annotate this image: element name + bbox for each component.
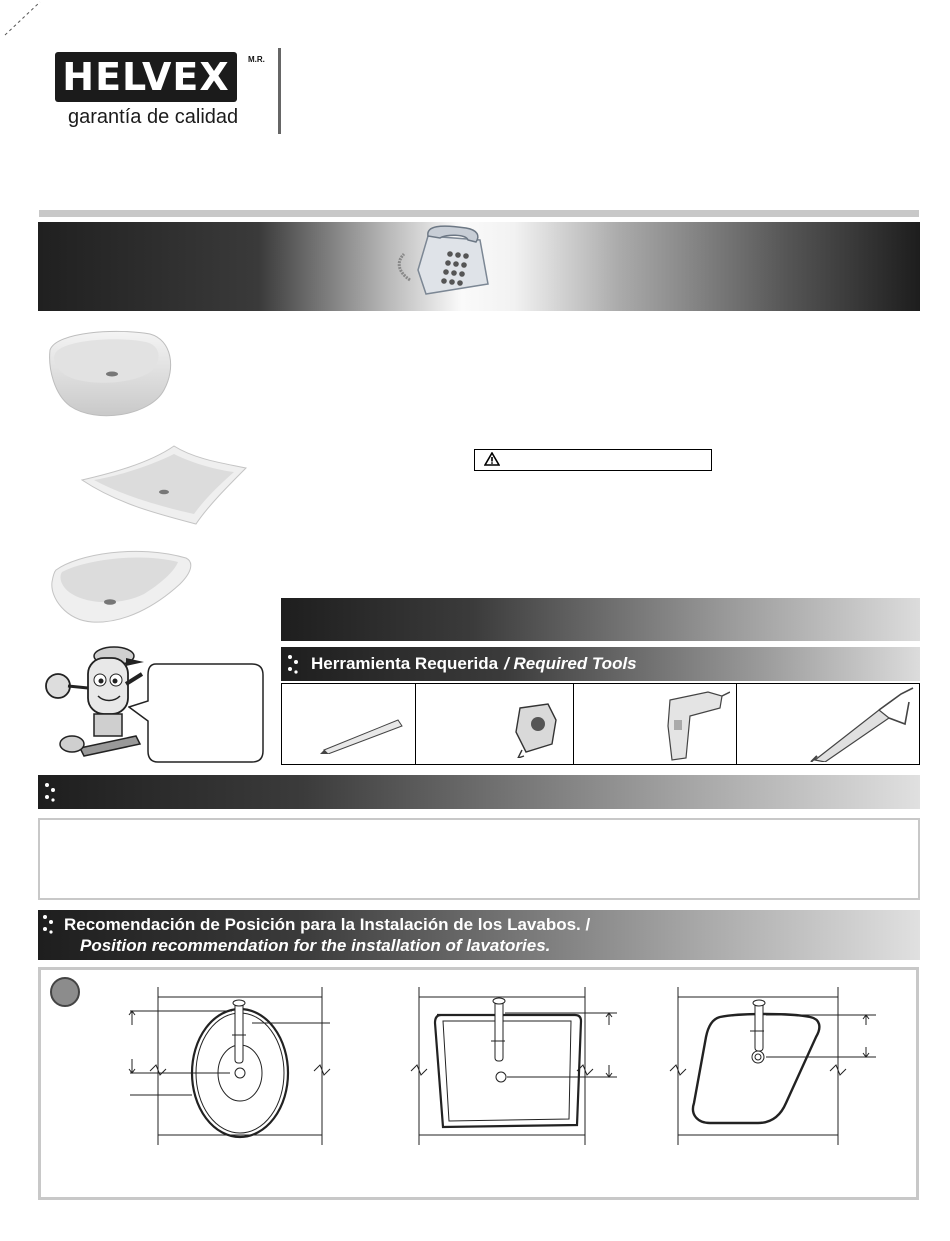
caulking-gun-icon	[809, 686, 917, 762]
sink-oval-image	[46, 328, 176, 428]
bullet-dots-icon	[287, 654, 301, 674]
tools-title-en: / Required Tools	[504, 654, 637, 673]
position-title-en: Position recommendation for the installation of lavatories.	[80, 936, 551, 955]
logo-tagline: garantía de calidad	[68, 106, 239, 128]
diagram-oval-sink	[120, 985, 335, 1155]
section-bar-2	[38, 775, 920, 809]
tools-title: Herramienta Requerida	[311, 654, 499, 673]
sink-triangular-image	[48, 544, 198, 626]
speech-bubble	[128, 663, 264, 763]
helvex-logo	[55, 52, 237, 102]
crop-mark	[0, 0, 50, 40]
sink-square-image	[78, 444, 248, 526]
top-rule	[39, 210, 919, 217]
tools-section-header	[281, 647, 920, 681]
bullet-dots-icon	[42, 914, 56, 934]
info-box	[38, 818, 920, 900]
diagram-triangular-sink	[660, 985, 885, 1155]
header-divider	[278, 48, 281, 134]
tool-cell-caulk-gun	[737, 684, 919, 764]
tool-cell-drill	[574, 684, 738, 764]
warning-box	[474, 449, 712, 471]
registered-mark: M.R.	[248, 55, 265, 64]
drill-icon	[660, 686, 730, 762]
position-title: Recomendación de Posición para la Instalación de los Lavabos. /	[64, 915, 591, 934]
step-marker	[50, 977, 80, 1007]
logo-text: HELVEX	[62, 55, 230, 99]
bullet-dots-icon	[44, 782, 58, 802]
pencil-icon	[318, 714, 408, 754]
telephone-icon	[388, 222, 498, 302]
warning-icon	[484, 452, 500, 466]
section-bar	[281, 598, 920, 641]
tape-measure-icon	[512, 702, 560, 758]
diagram-square-sink	[405, 985, 620, 1155]
tools-grid	[281, 683, 920, 765]
tool-cell-tape	[416, 684, 574, 764]
tool-cell-pencil	[282, 684, 416, 764]
